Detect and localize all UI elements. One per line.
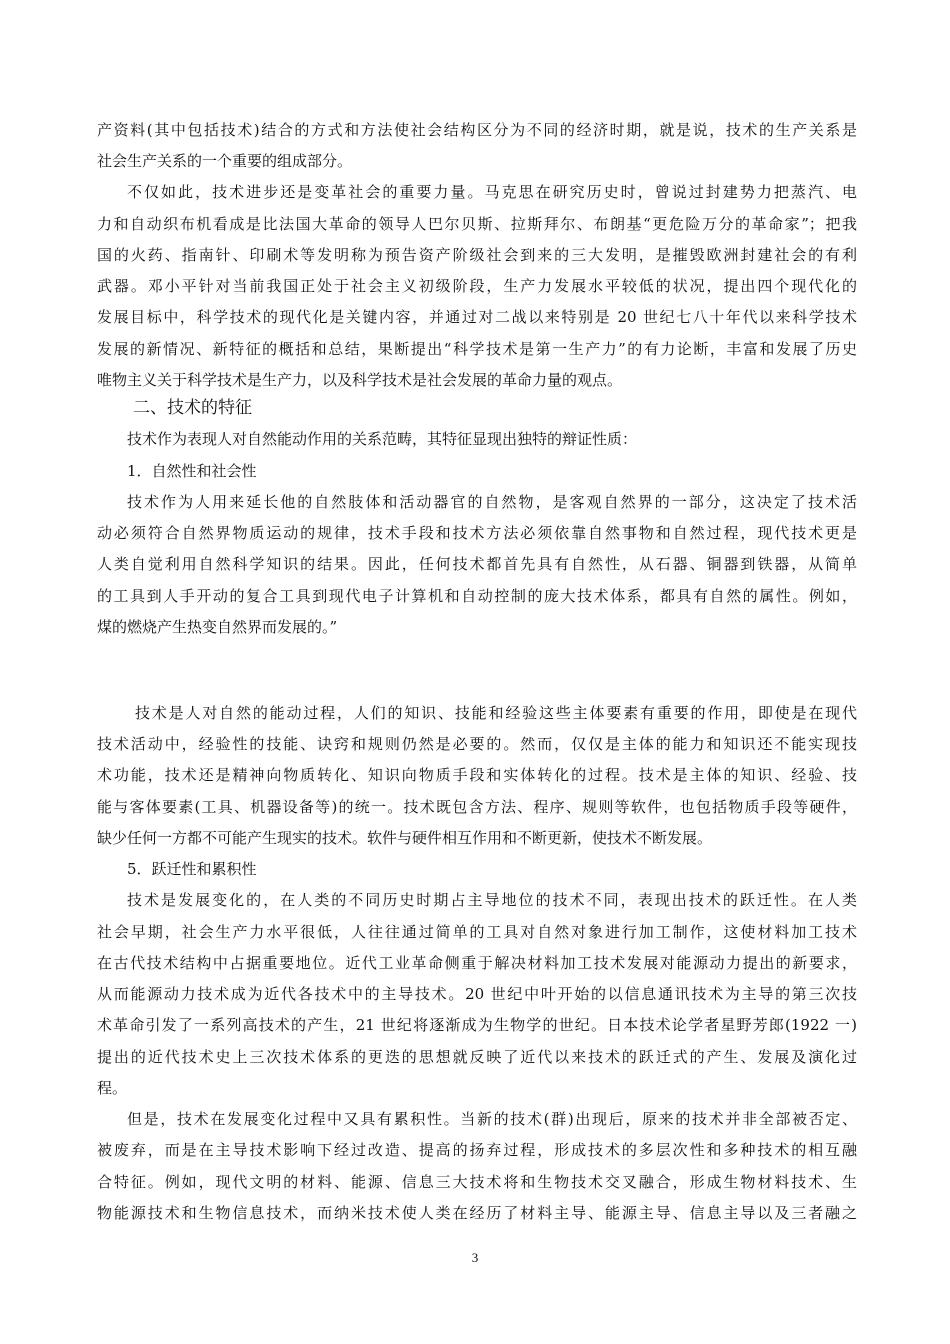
text-line: 术革命引发了一系列高技术的产生，21 世纪将逐渐成为生物学的世纪。日本技术论学者星野芳郎(1922 一) [97,1016,857,1035]
text-line: 的工具到人手开动的复合工具到现代电子计算机和自动控制的庞大技术体系，都具有自然的属性。例如， [97,586,857,605]
text-line: 社会早期，社会生产力水平很低，人往往通过简单的工具对自然对象进行加工制作，这使材料加工技术 [97,922,857,941]
text-line: 从而能源动力技术成为近代各技术中的主导技术。20 世纪中叶开始的以信息通讯技术为主导的第三次技 [97,985,857,1004]
text-line: 技术作为表现人对自然能动作用的关系范畴，其特征显现出独特的辩证性质： [127,430,638,449]
text-line: 技术作为人用来延长他的自然肢体和活动器官的自然物，是客观自然界的一部分，这决定了技术活 [127,492,857,511]
text-line: 合特征。例如，现代文明的材料、能源、信息三大技术将和生物技术交叉融合，形成生物材料技术、生 [97,1172,857,1191]
text-line: 术功能，技术还是精神向物质转化、知识向物质手段和实体转化的过程。技术是主体的知识、经验、技 [97,766,857,785]
text-line: 提出的近代技术史上三次技术体系的更迭的思想就反映了近代以来技术的跃迁式的产生、发展及演化过 [97,1047,857,1066]
text-line: 但是，技术在发展变化过程中又具有累积性。当新的技术(群)出现后，原来的技术并非全部被否定、 [127,1110,857,1129]
text-line: 力和自动织布机看成是比法国大革命的领导人巴尔贝斯、拉斯拜尔、布朗基“更危险万分的革命家”；把我 [97,214,857,233]
text-line: 不仅如此，技术进步还是变革社会的重要力量。马克思在研究历史时，曾说过封建势力把蒸汽、电 [127,183,857,202]
text-line: 能与客体要素(工具、机器设备等)的统一。技术既包含方法、程序、规则等软件，也包括物质手段等硬件， [97,797,857,816]
text-line: 被废弃，而是在主导技术影响下经过改造、提高的扬弃过程，形成技术的多层次性和多种技术的相互融 [97,1141,857,1160]
text-line: 煤的燃烧产生热变自然界而发展的。” [97,617,338,636]
text-line: 缺少任何一方都不可能产生现实的技术。软件与硬件相互作用和不断更新，使技术不断发展。 [97,828,713,847]
subsection-heading: 1．自然性和社会性 [127,461,257,480]
text-line: 武器。邓小平针对当前我国正处于社会主义初级阶段，生产力发展水平较低的状况，提出四个现代化的 [97,277,857,296]
text-line: 发展目标中，科学技术的现代化是关键内容，并通过对二战以来特别是 20 世纪七八十年代以来科学技术 [97,308,857,327]
text-line: 社会生产关系的一个重要的组成部分。 [97,152,353,171]
text-line: 发展的新情况、新特征的概括和总结，果断提出“科学技术是第一生产力”的有力论断，丰富和发展了历史 [97,339,857,358]
text-line: 技术是发展变化的，在人类的不同历史时期占主导地位的技术不同，表现出技术的跃迁性。在人类 [127,891,857,910]
text-line: 唯物主义关于科学技术是生产力，以及科学技术是社会发展的革命力量的观点。 [97,370,623,389]
text-line: 在古代技术结构中占据重要地位。近代工业革命侧重于解决材料加工技术发展对能源动力提出的新要求， [97,953,857,972]
text-line: 技术活动中，经验性的技能、诀窍和规则仍然是必要的。然而，仅仅是主体的能力和知识还不能实现技 [97,735,857,754]
text-line: 程。 [97,1078,128,1097]
text-line: 产资料(其中包括技术)结合的方式和方法使社会结构区分为不同的经济时期，就是说，技术的生产关系是 [97,121,857,139]
text-line: 国的火药、指南针、印刷术等发明称为预告资产阶级社会到来的三大发明，是摧毁欧洲封建社会的有利 [97,245,857,264]
page-number: 3 [471,1250,479,1265]
text-line: 人类自觉利用自然科学知识的结果。因此，任何技术都首先具有自然性，从石器、铜器到铁器，从简单 [97,555,857,574]
subsection-heading: 5．跃迁性和累积性 [127,860,257,879]
section-heading: 二、技术的特征 [133,398,252,419]
text-line: 物能源技术和生物信息技术，而纳米技术使人类在经历了材料主导、能源主导、信息主导以及三者融之 [97,1203,857,1222]
text-line: 技术是人对自然的能动过程，人们的知识、技能和经验这些主体要素有重要的作用，即使是在现代 [135,704,857,723]
text-line: 动必须符合自然界物质运动的规律，技术手段和技术方法必须依靠自然事物和自然过程，现代技术更是 [97,524,857,543]
